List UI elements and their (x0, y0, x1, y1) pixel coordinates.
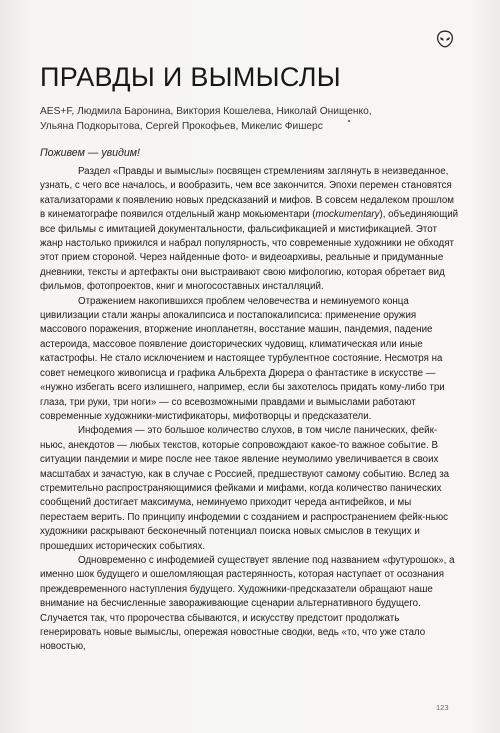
alien-head-icon (436, 30, 454, 48)
paragraph: Раздел «Правды и вымыслы» посвящен стремлениям заглянуть в неизведанное, узнать, с чего все началось, и вообразить, чем все закончится. Эпохи перемен становятся катализаторами к появлению новых предсказаний и мифов. В совсем недалеком прошлом в кинематографе появился отдельный жанр мокьюментари (mockumentary), объединяющий все фильмы с имитацией документальности, фальсификацией и мистификацией. Этот жанр настолько прижился и набрал популярность, что современные художники не обходят этот прием стороной. Через найденные фото- и видеоархивы, реальные и придуманные дневники, тексты и артефакты они выстраивают свою мифологию, которая обретает вид фильмов, фотопроектов, книг и многосоставных инсталляций. (40, 166, 459, 293)
section-title: ПРАВДЫ И ВЫМЫСЛЫ (40, 62, 341, 92)
authors-line: AES+F, Людмила Баронина, Виктория Кошелева, Николай Онищенко, (40, 106, 372, 117)
emphasis-term: mockumentary (315, 209, 380, 221)
body-text (40, 165, 460, 655)
authors-list (40, 104, 460, 134)
authors-line: Ульяна Подкорытова, Сергей Прокофьев, Микелис Фишерс (40, 121, 323, 132)
paragraph: Отражением накопившихся проблем человечества и неминуемого конца цивилизации стали жанры апокалипсиса и постапокалипсиса: применение оружия массового поражения, вторжение инопланетян, восстание машин, пандемия, падение астероида, массовое появление доисторических чудовищ, климатическая или иные катастрофы. Не стало исключением и настоящее турбулентное состояние. Несмотря на совет немецкого живописца и графика Альбрехта Дюрера о фантастике в искусстве — «нужно избегать всего излишнего, например, если бы захотелось придать кому-либо три глаза, три руки, три ноги» — со всевозможными правдами и вымыслами работают современные художники-мистификаторы, мифотворцы и предсказатели. (40, 295, 445, 422)
page-number: 123 (436, 703, 449, 712)
faint-running-header (40, 40, 420, 46)
paragraph: Одновременно с инфодемией существует явление под названием «футурошок», а именно шок будущего и ошеломляющая растерянность, которая наступает от осознания преждевременного наступления будущего. Художники-предсказатели обращают наше внимание на бесчисленные завораживающие сценарии альтернативного будущего. Случается так, что пророчества сбываются, и искусству предстоит продолжать генерировать новые вымыслы, опережая новостные сводки, ведь «то, что уже стало новостью, (40, 554, 455, 653)
paragraph: Инфодемия — это большое количество слухов, в том числе панических, фейк-ньюс, анекдотов — любых текстов, которые сопровождают какое-то важное событие. В ситуации пандемии и мире после нее такое явление неумолимо увеличивается в своих масштабах и зачастую, как в случае с Россией, предшествуют самому событию. Вслед за стремительно распространяющимися фейками и мифами, когда количество панических сообщений достигает максимума, неминуемо приходит череда антифейков, и мы перестаем верить. По принципу инфодемии с созданием и распространением фейк-ньюс художники раскрывают бесконечный потенциал поиска новых смыслов в текущих и прошедших исторических событиях. (40, 425, 450, 552)
epigraph: Поживем — увидим! (40, 147, 140, 159)
stray-dot (348, 120, 350, 122)
